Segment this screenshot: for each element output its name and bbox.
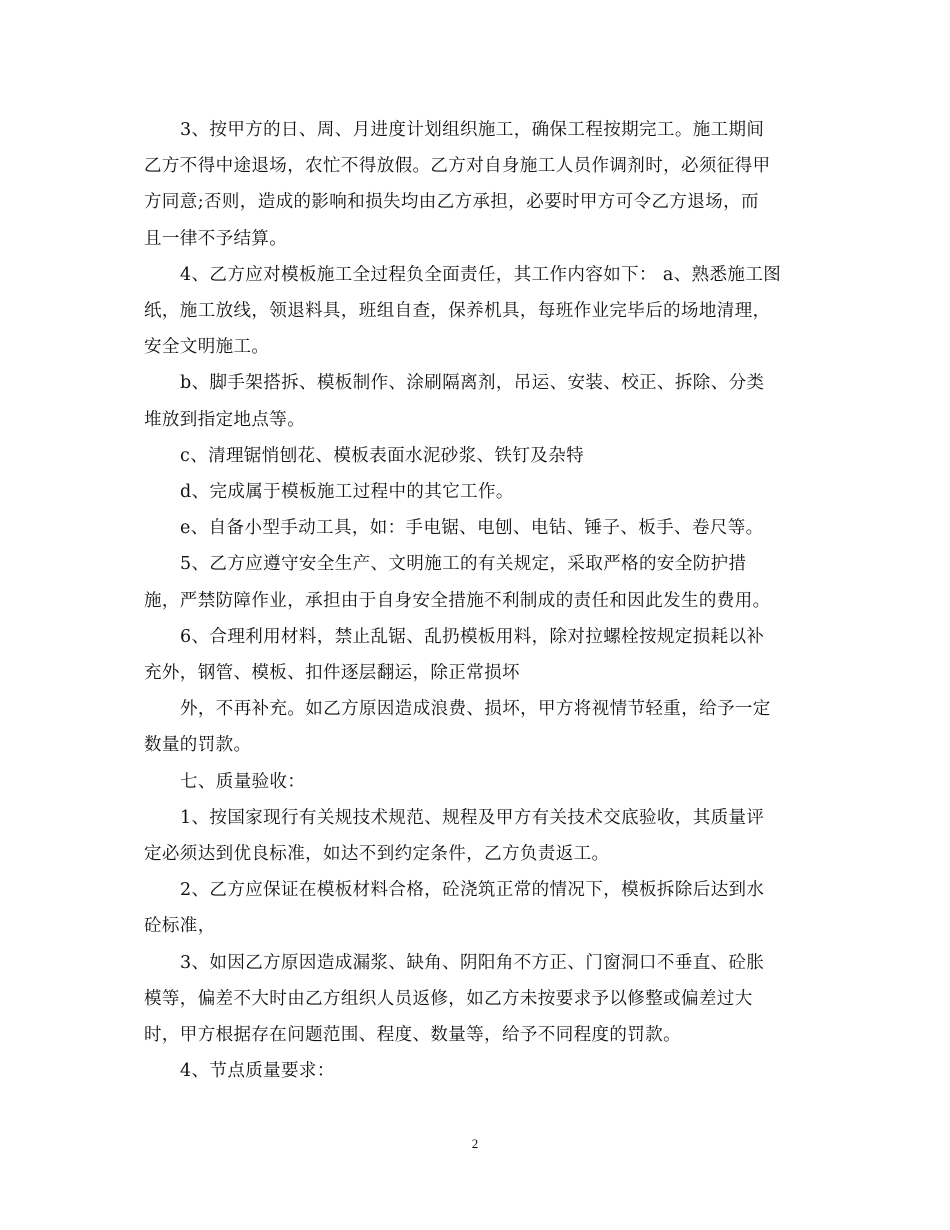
text-line: 2、乙方应保证在模板材料合格，砼浇筑正常的情况下，模板拆除后达到水 <box>180 880 765 901</box>
text-line: c、清理锯悄刨花、模板表面水泥砂浆、铁钉及杂特 <box>180 445 584 466</box>
text-line: 堆放到指定地点等。 <box>144 409 306 430</box>
text-line: 4、乙方应对模板施工全过程负全面责任，其工作内容如下： a、熟悉施工图 <box>180 264 782 285</box>
text-line: e、自备小型手动工具，如：手电锯、电刨、电钻、锤子、板手、卷尺等。 <box>180 518 764 539</box>
text-line: 方同意;否则，造成的影响和损失均由乙方承担，必要时甲方可令乙方退场，而 <box>144 192 759 213</box>
text-line: 1、按国家现行有关规技术规范、规程及甲方有关技术交底验收，其质量评 <box>180 807 765 828</box>
text-line: 3、如因乙方原因造成漏浆、缺角、阴阳角不方正、门窗洞口不垂直、砼胀 <box>180 952 765 973</box>
text-line: 定必须达到优良标准，如达不到约定条件，乙方负责返工。 <box>144 844 610 865</box>
text-line: 安全文明施工。 <box>144 337 270 358</box>
text-line: 且一律不予结算。 <box>144 228 288 249</box>
page-number: 2 <box>471 1136 479 1151</box>
text-line: 乙方不得中途退场，农忙不得放假。乙方对自身施工人员作调剂时，必须征得甲 <box>144 156 771 177</box>
text-line: 外，不再补充。如乙方原因造成浪费、损坏，甲方将视情节轻重，给予一定 <box>180 699 771 720</box>
text-line: 纸，施工放线，领退料具，班组自查，保养机具，每班作业完毕后的场地清理， <box>144 301 771 322</box>
text-line: 4、节点质量要求： <box>180 1061 335 1082</box>
document-body <box>144 112 808 1089</box>
text-line: 充外，钢管、模板、扣件逐层翻运，除正常损坏 <box>144 663 520 684</box>
text-line: 5、乙方应遵守安全生产、文明施工的有关规定，采取严格的安全防护措 <box>180 554 747 575</box>
text-line: b、脚手架搭拆、模板制作、涂刷隔离剂，吊运、安装、校正、拆除、分类 <box>180 373 765 394</box>
text-line: d、完成属于模板施工过程中的其它工作。 <box>180 482 514 503</box>
text-line: 模等，偏差不大时由乙方组织人员返修，如乙方未按要求予以修整或偏差过大 <box>144 988 753 1009</box>
text-line: 砼标准， <box>144 916 216 937</box>
section-heading: 七、质量验收： <box>180 771 306 792</box>
text-line: 6、合理利用材料，禁止乱锯、乱扔模板用料，除对拉螺栓按规定损耗以补 <box>180 626 765 647</box>
text-line: 时，甲方根据存在问题范围、程度、数量等，给予不同程度的罚款。 <box>144 1025 681 1046</box>
text-line: 3、按甲方的日、周、月进度计划组织施工，确保工程按期完工。施工期间 <box>180 120 765 140</box>
text-line: 数量的罚款。 <box>144 735 252 756</box>
text-line: 施，严禁防障作业，承担由于自身安全措施不利制成的责任和因此发生的费用。 <box>144 590 771 611</box>
